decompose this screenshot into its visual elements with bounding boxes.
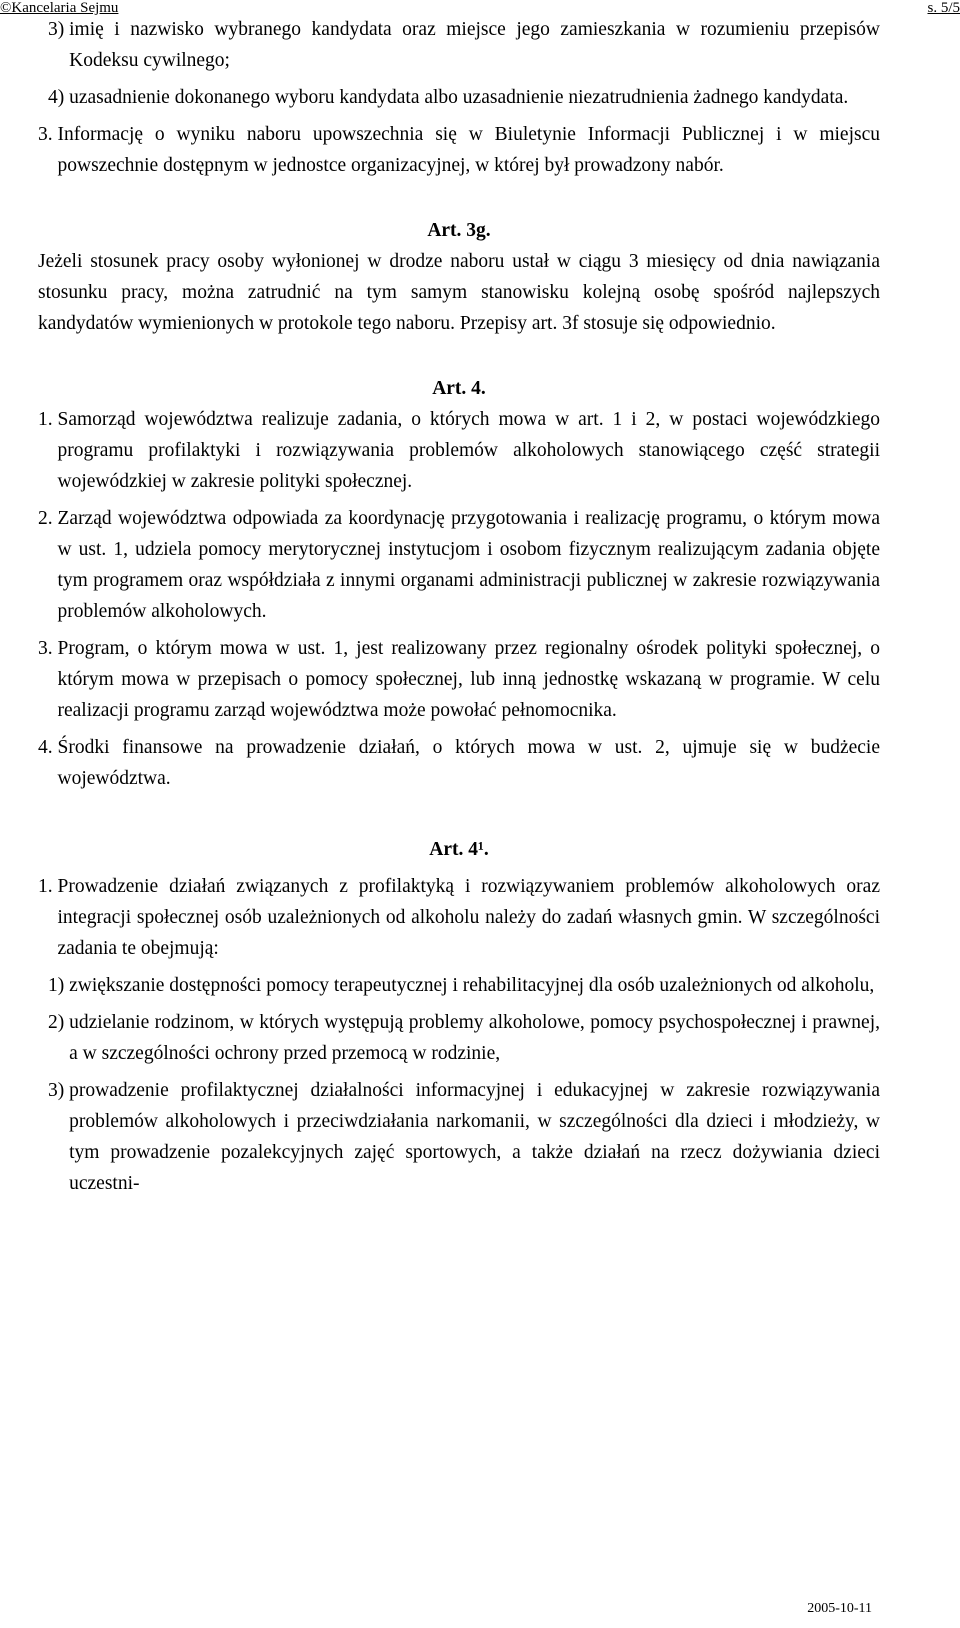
paragraph-number: 3. <box>38 124 58 145</box>
paragraph-text: Program, o którym mowa w ust. 1, jest realizowany przez regionalny ośrodek polityki społecznej, o którym mowa w przepisach o pomocy społecznej, lub inną jednostkę wskazaną w programie. W celu realizacji programu zarząd województwa może powołać pełnomocnika. <box>57 638 880 721</box>
paragraph <box>38 633 880 726</box>
paragraph-number: 4. <box>38 737 58 758</box>
list-item <box>48 14 880 76</box>
paragraph-text: Zarząd województwa odpowiada za koordynację przygotowania i realizację programu, o którym mowa w ust. 1, udziela pomocy merytorycznej instytucjom i osobom fizycznym realizującym zadania objęte tym programem oraz współdziała z innymi organami administracji publicznej w zakresie rozwiązywania problemów alkoholowych. <box>57 508 880 622</box>
header-publisher: ©Kancelaria Sejmu <box>0 0 119 16</box>
paragraph-text: Środki finansowe na prowadzenie działań, o których mowa w ust. 2, ujmuje się w budżecie województwa. <box>57 737 880 789</box>
article-heading: Art. 4¹. <box>429 839 489 860</box>
item-text: uzasadnienie dokonanego wyboru kandydata albo uzasadnienie niezatrudnienia żadnego kandydata. <box>69 87 849 108</box>
paragraph-number: 2. <box>38 508 58 529</box>
item-text: prowadzenie profilaktycznej działalności informacyjnej i edukacyjnej w zakresie rozwiązywania problemów alkoholowych i przeciwdziałania narkomanii, w szczególności dla dzieci i młodzieży, w tym prowadzenie pozalekcyjnych zajęć sportowych, a także działań na rzecz dożywiania dzieci uczestni- <box>69 1080 880 1194</box>
item-number: 3) <box>48 1080 70 1101</box>
paragraph-number: 1. <box>38 876 58 897</box>
paragraph <box>38 404 880 497</box>
item-text: zwiększanie dostępności pomocy terapeutycznej i rehabilitacyjnej dla osób uzależnionych od alkoholu, <box>69 975 875 996</box>
footer-date: 2005-10-11 <box>807 1601 872 1616</box>
paragraph <box>38 871 880 964</box>
item-number: 1) <box>48 975 70 996</box>
list-item <box>48 82 880 113</box>
item-text: udzielanie rodzinom, w których występują problemy alkoholowe, pomocy psychospołecznej i prawnej, a w szczególności ochrony przed przemocą w rodzinie, <box>69 1012 880 1064</box>
item-number: 3) <box>48 19 70 40</box>
item-text: imię i nazwisko wybranego kandydata oraz miejsce jego zamieszkania w rozumieniu przepisów Kodeksu cywilnego; <box>69 19 880 71</box>
list-item <box>48 970 880 1001</box>
article-heading: Art. 3g. <box>427 220 491 241</box>
document-body <box>38 14 880 1199</box>
paragraph <box>38 119 880 181</box>
paragraph <box>38 732 880 794</box>
paragraph-text: Informację o wyniku naboru upowszechnia się w Biuletynie Informacji Publicznej i w miejscu powszechnie dostępnym w jednostce organizacyjnej, w której był prowadzony nabór. <box>57 124 880 176</box>
paragraph-number: 1. <box>38 409 58 430</box>
paragraph-number: 3. <box>38 638 58 659</box>
item-number: 4) <box>48 87 70 108</box>
list-item <box>48 1075 880 1199</box>
list-item <box>48 1007 880 1069</box>
paragraph <box>38 503 880 627</box>
paragraph-text: Prowadzenie działań związanych z profilaktyką i rozwiązywaniem problemów alkoholowych oraz integracji społecznej osób uzależnionych od alkoholu należy do zadań własnych gmin. W szczególności zadania te obejmują: <box>57 876 880 959</box>
article-heading: Art. 4. <box>432 378 486 399</box>
item-number: 2) <box>48 1012 70 1033</box>
paragraph-text: Samorząd województwa realizuje zadania, o których mowa w art. 1 i 2, w postaci wojewódzkiego programu profilaktyki i rozwiązywania problemów alkoholowych stanowiącego część strategii wojewódzkiej w zakresie polityki społecznej. <box>57 409 880 492</box>
header-page-number: s. 5/5 <box>927 0 960 16</box>
article-text: Jeżeli stosunek pracy osoby wyłonionej w drodze naboru ustał w ciągu 3 miesięcy od dnia nawiązania stosunku pracy, można zatrudnić na tym samym stanowisku kolejną osobę spośród najlepszych kandydatów wymienionych w protokole tego naboru. Przepisy art. 3f stosuje się odpowiednio. <box>38 251 880 334</box>
